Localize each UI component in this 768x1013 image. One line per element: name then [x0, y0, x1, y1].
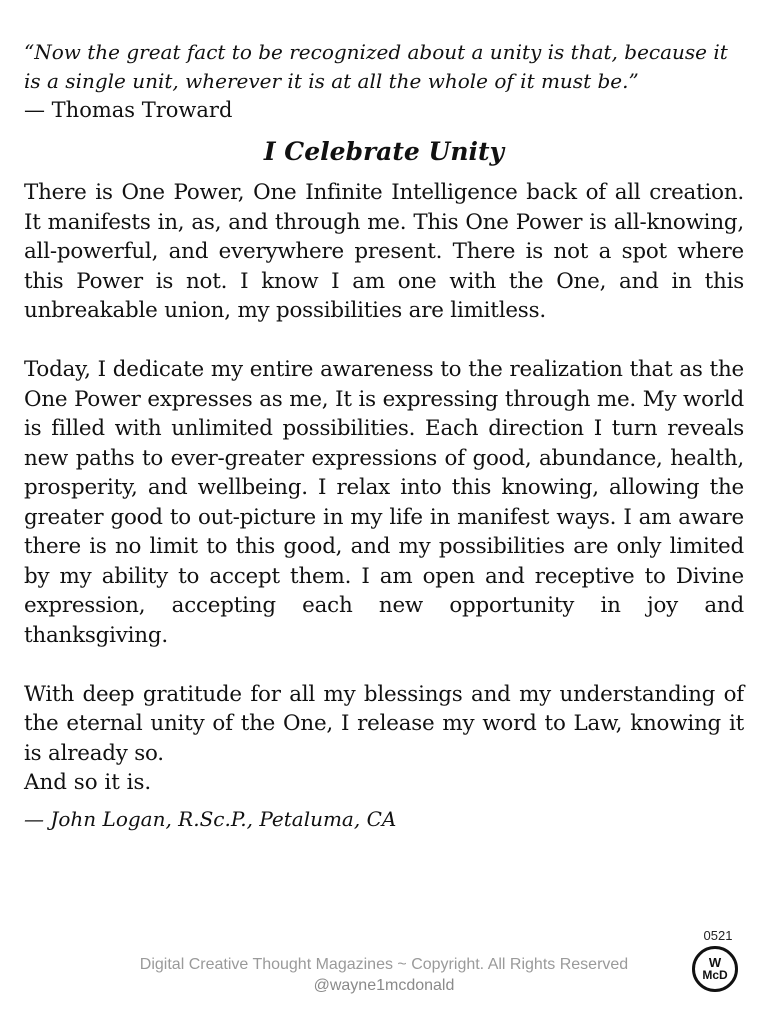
author-signature: — John Logan, R.Sc.P., Petaluma, CA	[24, 806, 397, 831]
body-paragraph-3: With deep gratitude for all my blessings and my understanding of the eternal unity of the One, I release my word to Law, knowing it is already so.	[24, 681, 744, 766]
logo-line-1: W	[708, 955, 722, 970]
logo-line-2: McD	[702, 968, 728, 982]
epigraph-quote: “Now the great fact to be recognized about a unity is that, because it is a single unit, wherever it is at all the whole of it must be.”	[24, 40, 728, 93]
body-paragraph-2: Today, I dedicate my entire awareness to the realization that as the One Power expresses as me, It is expressing through me. My world is filled with unlimited possibilities. Each direction I turn reveals new paths to ever-greater expressions of good, abundance, health, prosperity, and wellbeing. I relax into this knowing, allowing the greater good to out-picture in my life in manifest ways. I am aware there is no limit to this good, and my possibilities are only limited by my ability to accept them. I am open and receptive to Divine expression, accepting each new opportunity in joy and thanksgiving.	[24, 357, 744, 648]
footer	[0, 954, 768, 996]
body-paragraph-1: There is One Power, One Infinite Intelligence back of all creation. It manifests in, as, and through me. This One Power is all-knowing, all-powerful, and everywhere present. There is not a spot where this Power is not. I know I am one with the One, and in this unbreakable union, my possibilities are limitless.	[24, 180, 744, 323]
footer-copyright: Digital Creative Thought Magazines ~ Copyright. All Rights Reserved	[139, 956, 629, 973]
footer-handle: @wayne1mcdonald	[313, 977, 455, 994]
epigraph-author: — Thomas Troward	[24, 98, 233, 122]
page-title: I Celebrate Unity	[263, 137, 505, 166]
issue-code: 0521	[703, 928, 733, 943]
article	[24, 38, 744, 834]
closing-line: And so it is.	[24, 770, 152, 795]
